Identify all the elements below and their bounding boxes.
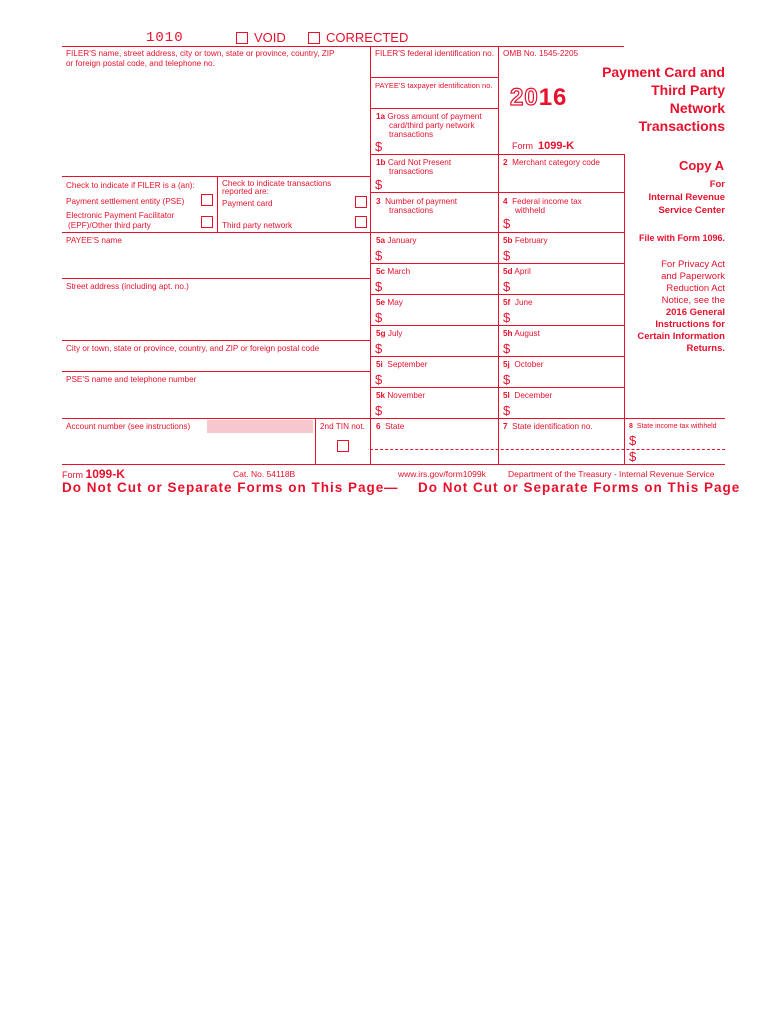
copy-for-line-1: For xyxy=(709,179,725,190)
void-checkbox[interactable] xyxy=(236,32,248,44)
copy-for-line-3: Service Center xyxy=(658,205,725,216)
street-field[interactable] xyxy=(66,294,366,338)
epf-checkbox[interactable] xyxy=(201,216,213,228)
tax-year-suffix: 16 xyxy=(538,84,568,111)
privacy-note xyxy=(615,259,725,307)
account-label: Account number (see instructions) xyxy=(66,422,191,431)
box-8-dollar-1: $ xyxy=(629,433,637,448)
form-top-border xyxy=(62,46,624,47)
box-5c-dollar: $ xyxy=(375,279,383,294)
filer-name-label: FILER'S name, street address, city or town, state or province, country, ZIP xyxy=(66,49,335,58)
amount-column-divider xyxy=(498,46,499,464)
cut-warning-dash: — xyxy=(384,480,399,495)
box-7-field-2[interactable] xyxy=(503,451,621,463)
copy-title: Copy A xyxy=(678,158,724,173)
box-1a-label-3: transactions xyxy=(389,130,434,139)
box-8-field-2[interactable] xyxy=(640,451,724,463)
box-5i-dollar: $ xyxy=(375,372,383,387)
line-5i xyxy=(370,387,624,388)
general-line-4: Returns. xyxy=(686,343,725,354)
box-5g-label: 5g July xyxy=(376,329,403,338)
payee-name-field[interactable] xyxy=(66,248,366,276)
box-5l-label: 5l December xyxy=(503,391,553,400)
void-label: VOID xyxy=(254,30,286,45)
line-fedid xyxy=(370,77,498,78)
pse-name-field[interactable] xyxy=(66,387,366,416)
line-city xyxy=(62,371,370,372)
form-name: 1099-K xyxy=(538,140,575,152)
privacy-line-1: For Privacy Act xyxy=(661,259,725,270)
line-payee-tin xyxy=(370,108,498,109)
box-5k-label: 5k November xyxy=(376,391,426,400)
box-5e-label: 5e May xyxy=(376,298,403,307)
copy-for-line-2: Internal Revenue xyxy=(648,192,725,203)
box-7-field-1[interactable] xyxy=(503,433,621,447)
box-1b-dollar: $ xyxy=(375,177,383,192)
box-5a-dollar: $ xyxy=(375,248,383,263)
box-4-label-2: withheld xyxy=(515,206,546,215)
third-party-checkbox[interactable] xyxy=(355,216,367,228)
line-5c xyxy=(370,294,624,295)
city-field[interactable] xyxy=(66,355,366,369)
box-1a-dollar: $ xyxy=(375,139,383,154)
box-5h-dollar: $ xyxy=(503,341,511,356)
privacy-line-2: and Paperwork xyxy=(661,271,725,282)
box-4-label: 4 Federal income tax xyxy=(503,197,582,206)
tax-year xyxy=(510,84,567,112)
box-5j-field[interactable] xyxy=(514,372,620,386)
omb-number: OMB No. 1545-2205 xyxy=(503,49,579,58)
street-label: Street address (including apt. no.) xyxy=(66,282,189,291)
box-5b-field[interactable] xyxy=(514,248,620,262)
second-tin-label: 2nd TIN not. xyxy=(320,422,365,431)
line-payee-name xyxy=(62,278,370,279)
box-5i-field[interactable] xyxy=(386,372,494,386)
copy-for xyxy=(615,178,725,217)
box-2-label: 2 Merchant category code xyxy=(503,158,600,167)
footer-form-name: 1099-K xyxy=(85,467,125,481)
box-1b-label-2: transactions xyxy=(389,167,434,176)
payment-card-checkbox[interactable] xyxy=(355,196,367,208)
box-4-field[interactable] xyxy=(514,216,620,230)
payee-name-label: PAYEE'S name xyxy=(66,236,122,245)
box-5b-dollar: $ xyxy=(503,248,511,263)
transactions-label: Check to indicate transactions xyxy=(222,179,332,188)
line-street xyxy=(62,340,370,341)
footer-url[interactable]: www.irs.gov/form1099k xyxy=(398,469,486,479)
box-5l-field[interactable] xyxy=(514,403,620,417)
corrected-checkbox[interactable] xyxy=(308,32,320,44)
box-5f-dollar: $ xyxy=(503,310,511,325)
payment-card-label: Payment card xyxy=(222,199,273,208)
line-checks-bottom xyxy=(62,232,370,233)
box-7-label: 7 State identification no. xyxy=(503,422,593,431)
title-line-3: Network xyxy=(669,100,725,116)
footer-dept: Department of the Treasury - Internal Revenue Service xyxy=(508,469,715,479)
box-5i-label: 5i September xyxy=(376,360,428,369)
box-6-field-2[interactable] xyxy=(376,451,494,463)
title-line-2: Third Party xyxy=(651,82,725,98)
line-5k xyxy=(370,418,725,419)
tin-divider xyxy=(315,418,316,464)
transactions-label-2: reported are: xyxy=(222,187,269,196)
form-code: 1010 xyxy=(146,30,184,46)
box-5k-field[interactable] xyxy=(386,403,494,417)
box-5b-label: 5b February xyxy=(503,236,548,245)
account-number-field-2[interactable] xyxy=(66,436,312,462)
box-2-field[interactable] xyxy=(503,170,621,190)
line-filer-bottom xyxy=(62,176,370,177)
box-3-label-2: transactions xyxy=(389,206,434,215)
box-5a-field[interactable] xyxy=(386,248,494,262)
pse-checkbox[interactable] xyxy=(201,194,213,206)
epf-check-label: Electronic Payment Facilitator xyxy=(66,211,175,220)
title-line-4: Transactions xyxy=(638,118,725,134)
box-5l-dollar: $ xyxy=(503,403,511,418)
box-1a-label-2: card/third party network xyxy=(389,121,475,130)
cut-warning-left: Do Not Cut or Separate Forms on This Page xyxy=(62,480,385,495)
box-5d-field[interactable] xyxy=(514,279,620,293)
line-5e xyxy=(370,325,624,326)
box-5j-dollar: $ xyxy=(503,372,511,387)
box-5c-label: 5c March xyxy=(376,267,411,276)
box-8-label: 8 State income tax withheld xyxy=(629,423,717,430)
box-5j-label: 5j October xyxy=(503,360,544,369)
filer-name-label-2: or foreign postal code, and telephone no. xyxy=(66,59,215,68)
line-5a xyxy=(370,263,624,264)
box-5a-label: 5a January xyxy=(376,236,417,245)
box-5c-field[interactable] xyxy=(386,279,494,293)
line-1a xyxy=(370,154,624,155)
box-5d-label: 5d April xyxy=(503,267,531,276)
general-line-3: Certain Information xyxy=(637,331,725,342)
file-with-note: File with Form 1096. xyxy=(638,233,725,243)
box-4-dollar: $ xyxy=(503,216,511,231)
general-instructions-note xyxy=(615,307,725,355)
filer-is-label: Check to indicate if FILER is a (an): xyxy=(66,181,195,190)
box-8-field-1[interactable] xyxy=(640,433,724,447)
form-id xyxy=(512,140,574,152)
line-3 xyxy=(370,232,624,233)
filer-name-field[interactable] xyxy=(66,72,366,172)
box-6-label: 6 State xyxy=(376,422,405,431)
corrected-label: CORRECTED xyxy=(326,30,409,45)
form-title xyxy=(595,63,725,135)
footer-cat-no: Cat. No. 54118B xyxy=(233,469,296,479)
box-5f-field[interactable] xyxy=(514,310,620,324)
box-5g-dollar: $ xyxy=(375,341,383,356)
box-6-field-1[interactable] xyxy=(376,433,494,447)
privacy-line-3: Reduction Act xyxy=(666,283,725,294)
account-number-field[interactable] xyxy=(207,420,313,433)
cut-warning-right: Do Not Cut or Separate Forms on This Page xyxy=(418,480,741,495)
box-1a-field[interactable] xyxy=(386,139,494,153)
box-5f-label: 5f June xyxy=(503,298,533,307)
box-1b-field[interactable] xyxy=(386,177,494,191)
box-3-field[interactable] xyxy=(376,216,494,230)
box-5h-label: 5h August xyxy=(503,329,540,338)
payee-tin-label: PAYEE'S taxpayer identification no. xyxy=(375,81,493,90)
form-prefix: Form xyxy=(512,141,533,151)
box-1a-label: 1a Gross amount of payment xyxy=(376,112,482,121)
line-pse xyxy=(62,418,370,419)
third-party-label: Third party network xyxy=(222,221,293,230)
pse-check-label: Payment settlement entity (PSE) xyxy=(66,197,185,206)
line-state-dashed xyxy=(370,449,725,450)
tax-year-prefix: 20 xyxy=(510,84,539,111)
line-1b xyxy=(370,192,624,193)
check-divider xyxy=(217,176,218,232)
box-5e-dollar: $ xyxy=(375,310,383,325)
title-line-1: Payment Card and xyxy=(602,64,725,80)
box-5e-field[interactable] xyxy=(386,310,494,324)
box-1b-label: 1b Card Not Present xyxy=(376,158,452,167)
footer-form-prefix: Form xyxy=(62,470,83,480)
filer-fed-id-field[interactable] xyxy=(374,60,494,75)
box-5k-dollar: $ xyxy=(375,403,383,418)
general-line-1: 2016 General xyxy=(665,307,725,318)
form-bottom-border xyxy=(62,464,725,465)
second-tin-checkbox[interactable] xyxy=(337,440,349,452)
payee-tin-field[interactable] xyxy=(374,91,494,106)
privacy-line-4: Notice, see the xyxy=(661,295,725,306)
box-3-label: 3 Number of payment xyxy=(376,197,458,206)
epf-check-label-2: (EPF)/Other third party xyxy=(68,221,151,230)
box-5g-field[interactable] xyxy=(386,341,494,355)
line-5g xyxy=(370,356,624,357)
box-5h-field[interactable] xyxy=(514,341,620,355)
general-line-2: Instructions for xyxy=(655,319,725,330)
pse-name-label: PSE'S name and telephone number xyxy=(66,375,197,384)
box-5d-dollar: $ xyxy=(503,279,511,294)
city-label: City or town, state or province, country, and ZIP or foreign postal code xyxy=(66,344,320,353)
filer-fed-id-label: FILER'S federal identification no. xyxy=(375,49,494,58)
box-8-dollar-2: $ xyxy=(629,449,637,464)
footer-form-id xyxy=(62,467,125,481)
